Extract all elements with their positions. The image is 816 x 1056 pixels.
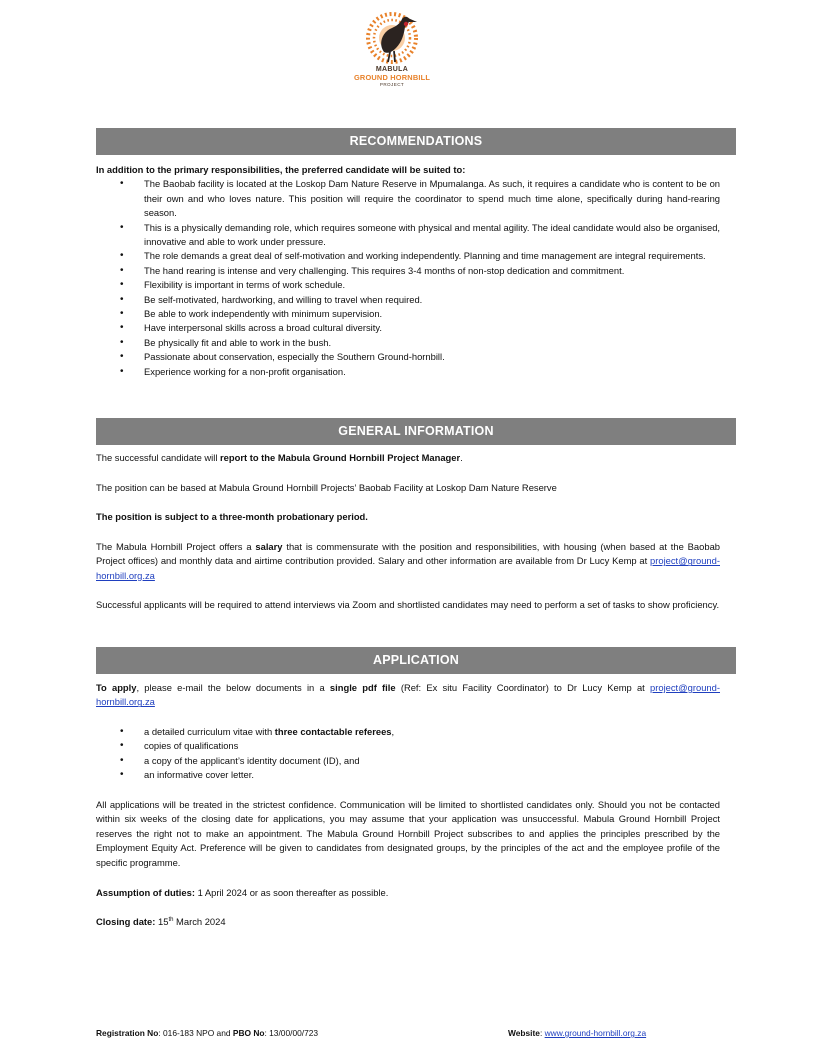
general-p2: The position can be based at Mabula Ground Hornbill Projects’ Baobab Facility at Loskop Dam Nature Reserve bbox=[96, 482, 557, 493]
list-item: • a copy of the applicant’s identity document (ID), and bbox=[96, 754, 720, 768]
list-item: • a detailed curriculum vitae with three contactable referees, bbox=[96, 725, 720, 739]
assumption-of-duties: Assumption of duties: 1 April 2024 or as soon thereafter as possible. bbox=[96, 887, 389, 898]
application-documents-list bbox=[96, 725, 720, 783]
list-item: • The hand rearing is intense and very challenging. This requires 3-4 months of non-stop dedication and commitment. bbox=[96, 264, 720, 278]
website-link[interactable]: www.ground-hornbill.org.za bbox=[544, 1028, 647, 1038]
probation-statement: The position is subject to a three-month probationary period. bbox=[96, 511, 368, 522]
ground-hornbill-logo-icon bbox=[362, 8, 422, 66]
list-item: • Passionate about conservation, especially the Southern Ground-hornbill. bbox=[96, 350, 720, 364]
logo-text-project: PROJECT bbox=[379, 82, 405, 87]
apply-instructions: To apply, please e-mail the below documents in a single pdf file (Ref: Ex situ Facility Coordinator) to Dr Lucy Kemp at project@ground-hornbill.org.za bbox=[96, 682, 720, 708]
recommendations-intro: In addition to the primary responsibilities, the preferred candidate will be suited to: bbox=[96, 164, 466, 175]
apply-email-link[interactable]: project@ground-hornbill.org.za bbox=[96, 682, 720, 708]
list-item: • Be physically fit and able to work in the bush. bbox=[96, 336, 720, 350]
footer-website: Website: www.ground-hornbill.org.za bbox=[508, 1028, 647, 1038]
list-item: • Experience working for a non-profit organisation. bbox=[96, 365, 720, 379]
list-item: • The Baobab facility is located at the Loskop Dam Nature Reserve in Mpumalanga. As such, it requires a candidate who is content to be on their own and who loves nature. This position will require the coordinator to spend much time alone, specifically during hand-rearing season. bbox=[96, 177, 720, 220]
footer-registration: Registration No: 016-183 NPO and PBO No: 13/00/00/723 bbox=[96, 1028, 319, 1038]
list-item: • Be able to work independently with minimum supervision. bbox=[96, 307, 720, 321]
recommendations-list bbox=[96, 177, 720, 379]
contact-email-link[interactable]: project@ground-hornbill.org.za bbox=[96, 555, 720, 581]
confidentiality-paragraph: All applications will be treated in the strictest confidence. Communication will be limited to shortlisted candidates only. Should you not be contacted within six weeks of the closing date for applications, you may assume that your application was unsuccessful. Mabula Ground Hornbill Project reserves the right not to make an appointment. The Mabula Ground Hornbill Project subscribes to and applies the principles prescribed by the Employment Equity Act. Preference will be given to candidates from designated groups, by the principles of the act and the employee profile of the specific programme. bbox=[96, 799, 720, 868]
logo-text-ground-hornbill: GROUND HORNBILL bbox=[353, 73, 431, 82]
list-item: • Be self-motivated, hardworking, and willing to travel when required. bbox=[96, 293, 720, 307]
list-item: • The role demands a great deal of self-motivation and working independently. Planning and time management are integral requirements. bbox=[96, 249, 720, 263]
general-p1: The successful candidate will report to the Mabula Ground Hornbill Project Manager. bbox=[96, 452, 463, 463]
general-information-header: GENERAL INFORMATION bbox=[96, 418, 736, 445]
application-header: APPLICATION bbox=[96, 647, 736, 674]
list-item: • an informative cover letter. bbox=[96, 768, 720, 782]
mabula-logo bbox=[340, 8, 444, 88]
list-item: • copies of qualifications bbox=[96, 739, 720, 753]
list-item: • This is a physically demanding role, which requires someone with physical and mental agility. The ideal candidate would also be organised, innovative and able to work under pressure. bbox=[96, 221, 720, 250]
logo-text-mabula: MABULA bbox=[375, 66, 409, 73]
recommendations-header: RECOMMENDATIONS bbox=[96, 128, 736, 155]
interview-paragraph: Successful applicants will be required to attend interviews via Zoom and shortlisted candidates may need to perform a set of tasks to show proficiency. bbox=[96, 599, 720, 610]
list-item: • Flexibility is important in terms of work schedule. bbox=[96, 278, 720, 292]
list-item: • Have interpersonal skills across a broad cultural diversity. bbox=[96, 321, 720, 335]
salary-paragraph: The Mabula Hornbill Project offers a salary that is commensurate with the position and responsibilities, with housing (when based at the Baobab Project offices) and monthly data and airtime contribution provided. Salary and other information are available from Dr Lucy Kemp at project@ground-hornbill.org.za bbox=[96, 541, 721, 581]
recommendations-body bbox=[96, 163, 720, 379]
closing-date: Closing date: 15th March 2024 bbox=[96, 916, 226, 927]
